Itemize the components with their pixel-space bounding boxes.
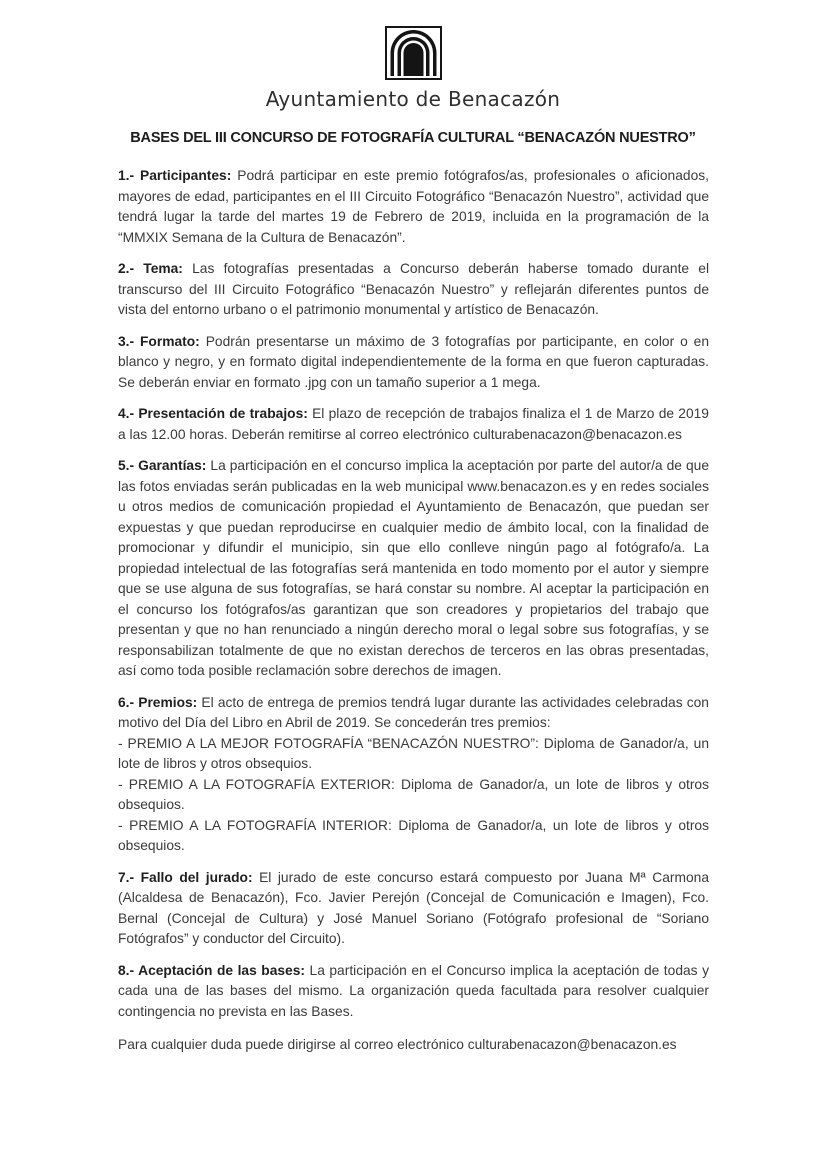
section-7-heading: 7.- Fallo del jurado: [118,869,253,885]
section-participantes [118,166,709,248]
section-tema [118,259,709,321]
section-premios [118,693,709,857]
prize-item-fotografia-exterior: - PREMIO A LA FOTOGRAFÍA EXTERIOR: Diploma de Ganador/a, un lote de libros y otros obsequios. [118,776,709,812]
section-4-text: El plazo de recepción de trabajos finaliza el 1 de Marzo de 2019 a las 12.00 horas. Deberán remitirse al correo electrónico culturabenacazon@benacazon.es [118,406,709,442]
section-garantias [118,456,709,682]
section-3-heading: 3.- Formato: [118,333,200,349]
benacazon-logo [385,26,442,80]
section-6-heading: 6.- Premios: [118,694,198,710]
section-3-text: Podrán presentarse un máximo de 3 fotografías por participante, en color o en blanco y negro, y en formato digital independientemente de la forma en que fueron capturadas. Se deberán enviar en formato .jpg con un tamaño superior a 1 mega. [118,333,709,390]
document-body [0,146,826,1056]
section-4-heading: 4.- Presentación de trabajos: [118,406,308,421]
section-2-heading: 2.- Tema: [118,261,183,276]
section-8-heading: 8.- Aceptación de las bases: [118,962,305,978]
section-1-heading: 1.- Participantes: [118,168,232,183]
organization-name: Ayuntamiento de Benacazón [265,87,561,111]
section-aceptacion-bases [118,961,709,1023]
section-fallo-jurado [118,868,709,950]
document-title: BASES DEL III CONCURSO DE FOTOGRAFÍA CULTURAL “BENACAZÓN NUESTRO” [130,130,696,146]
contact-line: Para cualquier duda puede dirigirse al correo electrónico culturabenacazon@benacazon.es [118,1037,677,1052]
document-header [0,0,826,111]
moorish-arch-icon [385,26,442,80]
prize-item-fotografia-interior: - PREMIO A LA FOTOGRAFÍA INTERIOR: Diploma de Ganador/a, un lote de libros y otros obsequios. [118,817,709,853]
section-8-text: La participación en el Concurso implica la aceptación de todas y cada una de las bases del mismo. La organización queda facultada para resolver cualquier contingencia no prevista en las Bases. [118,962,709,1019]
section-6-text: El acto de entrega de premios tendrá lugar durante las actividades celebradas con motivo del Día del Libro en Abril de 2019. Se concederán tres premios: [118,694,709,730]
section-5-heading: 5.- Garantías: [118,458,207,473]
section-1-text: Podrá participar en este premio fotógrafos/as, profesionales o aficionados, mayores de edad, participantes en el III Circuito Fotográfico “Benacazón Nuestro”, actividad que tendrá lugar la tarde del martes 19 de Febrero de 2019, incluida en la programación de la “MMXIX Semana de la Cultura de Benacazón”. [118,168,709,245]
prize-item-mejor-fotografia: - PREMIO A LA MEJOR FOTOGRAFÍA “BENACAZÓN NUESTRO”: Diploma de Ganador/a, un lote de libros y otros obsequios. [118,735,709,771]
section-2-text: Las fotografías presentadas a Concurso deberán haberse tomado durante el transcurso del III Circuito Fotográfico “Benacazón Nuestro” y reflejarán diferentes puntos de vista del entorno urbano o el patrimonio monumental y artístico de Benacazón. [118,261,710,317]
section-7-text: El jurado de este concurso estará compuesto por Juana Mª Carmona (Alcaldesa de Benacazón), Fco. Javier Perejón (Concejal de Comunicación e Imagen), Fco. Bernal (Concejal de Cultura) y José Manuel Soriano (Fotógrafo profesional de “Soriano Fotógrafos” y conductor del Circuito). [118,869,709,946]
section-presentacion [118,404,709,445]
section-5-text: La participación en el concurso implica la aceptación por parte del autor/a de que las fotos enviadas serán publicadas en la web municipal www.benacazon.es y en redes sociales u otros medios de comunicación propiedad el Ayuntamiento de Benacazón, que puedan ser expuestas y que puedan reproducirse en cualquier medio de ámbito local, con la finalidad de promocionar y difundir el municipio, sin que ello conlleve ningún pago al fotógrafo/a. La propiedad intelectual de las fotografías será mantenida en todo momento por el autor y siempre que se use alguna de sus fotografías, se hará constar su nombre. Al aceptar la participación en el concurso los fotógrafos/as garantizan que son creadores y propietarios del trabajo que presentan y que no han renunciado a ningún derecho moral o legal sobre sus fotografías, y se responsabilizan totalmente de que no existan derechos de terceros en las obras presentadas, así como toda posible reclamación sobre derechos de imagen. [118,458,709,678]
section-formato [118,332,709,394]
